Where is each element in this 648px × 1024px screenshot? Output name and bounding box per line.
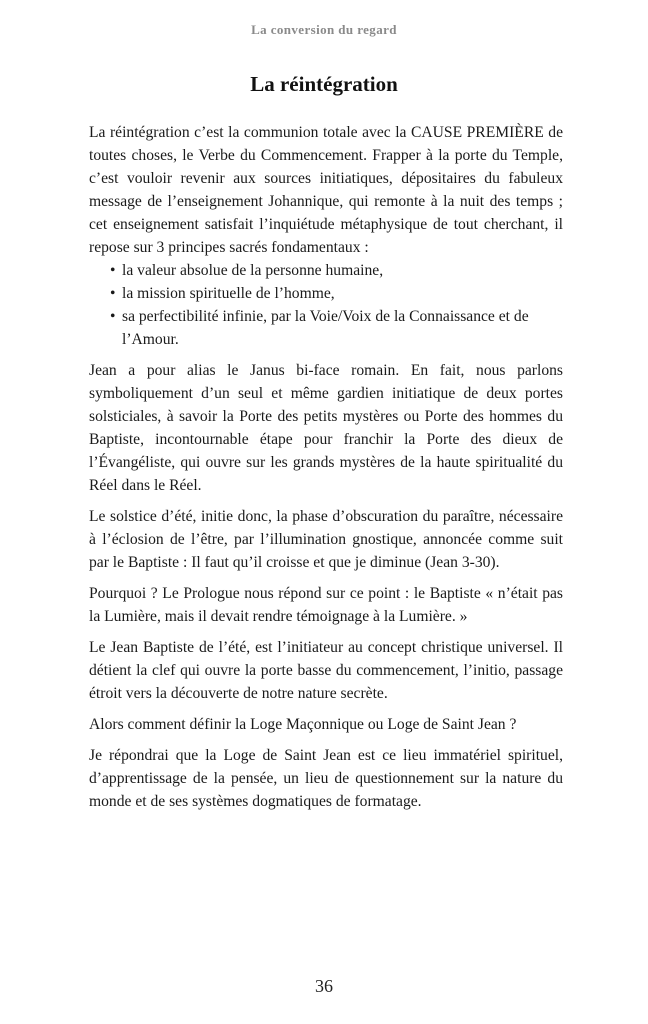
chapter-title: La réintégration <box>250 72 398 96</box>
list-item-text: sa perfectibilité infinie, par la Voie/Voix de la Connaissance et de l’Amour. <box>122 308 529 348</box>
body-text <box>89 121 563 813</box>
paragraph-solstice: Le solstice d’été, initie donc, la phase d’obscuration du paraître, nécessaire à l’éclosion de l’être, par l’illumination gnostique, annoncée comme suit par le Baptiste : Il faut qu’il croisse et que je diminue (Jean 3-30). <box>89 508 563 571</box>
bullet-icon: • <box>110 308 116 325</box>
paragraph-loge: Je répondrai que la Loge de Saint Jean est ce lieu immatériel spirituel, d’apprentissage de la pensée, un lieu de questionnement sur la nature du monde et de ses systèmes dogmatiques de formatage. <box>89 747 563 810</box>
paragraph-intro: La réintégration c’est la communion totale avec la CAUSE PREMIÈRE de toutes choses, le Verbe du Commencement. Frapper à la porte du Temple, c’est vouloir revenir aux sources initiatiques, dépositaires du fabuleux message de l’enseignement Johannique, qui remonte à la nuit des temps ; cet enseignement satisfait l’inquiétude métaphysique de tout cherchant, il repose sur 3 principes sacrés fondamentaux : <box>89 124 563 256</box>
paragraph-prologue: Pourquoi ? Le Prologue nous répond sur ce point : le Baptiste « n’était pas la Lumière, mais il devait rendre témoignage à la Lumière. » <box>89 585 563 625</box>
list-item <box>110 282 563 305</box>
running-header: La conversion du regard <box>251 22 397 37</box>
list-item <box>110 305 563 351</box>
list-item-text: la valeur absolue de la personne humaine, <box>122 262 384 279</box>
list-item-text: la mission spirituelle de l’homme, <box>122 285 335 302</box>
page-number: 36 <box>315 976 333 996</box>
bullet-icon: • <box>110 262 116 279</box>
paragraph-baptiste: Le Jean Baptiste de l’été, est l’initiateur au concept christique universel. Il détient la clef qui ouvre la porte basse du commencement, l’initio, passage étroit vers la découverte de notre nature secrète. <box>89 639 563 702</box>
list-item <box>110 259 563 282</box>
bullet-icon: • <box>110 285 116 302</box>
paragraph-janus: Jean a pour alias le Janus bi-face romain. En fait, nous parlons symboliquement d’un seul et même gardien initiatique de deux portes solsticiales, à savoir la Porte des petits mystères ou Porte des hommes du Baptiste, incontournable étape pour franchir la Porte des dieux de l’Évangéliste, qui ouvre sur les grands mystères de la haute spiritualité du Réel dans le Réel. <box>89 362 563 494</box>
paragraph-question: Alors comment définir la Loge Maçonnique ou Loge de Saint Jean ? <box>89 716 517 733</box>
principles-list <box>89 259 563 351</box>
